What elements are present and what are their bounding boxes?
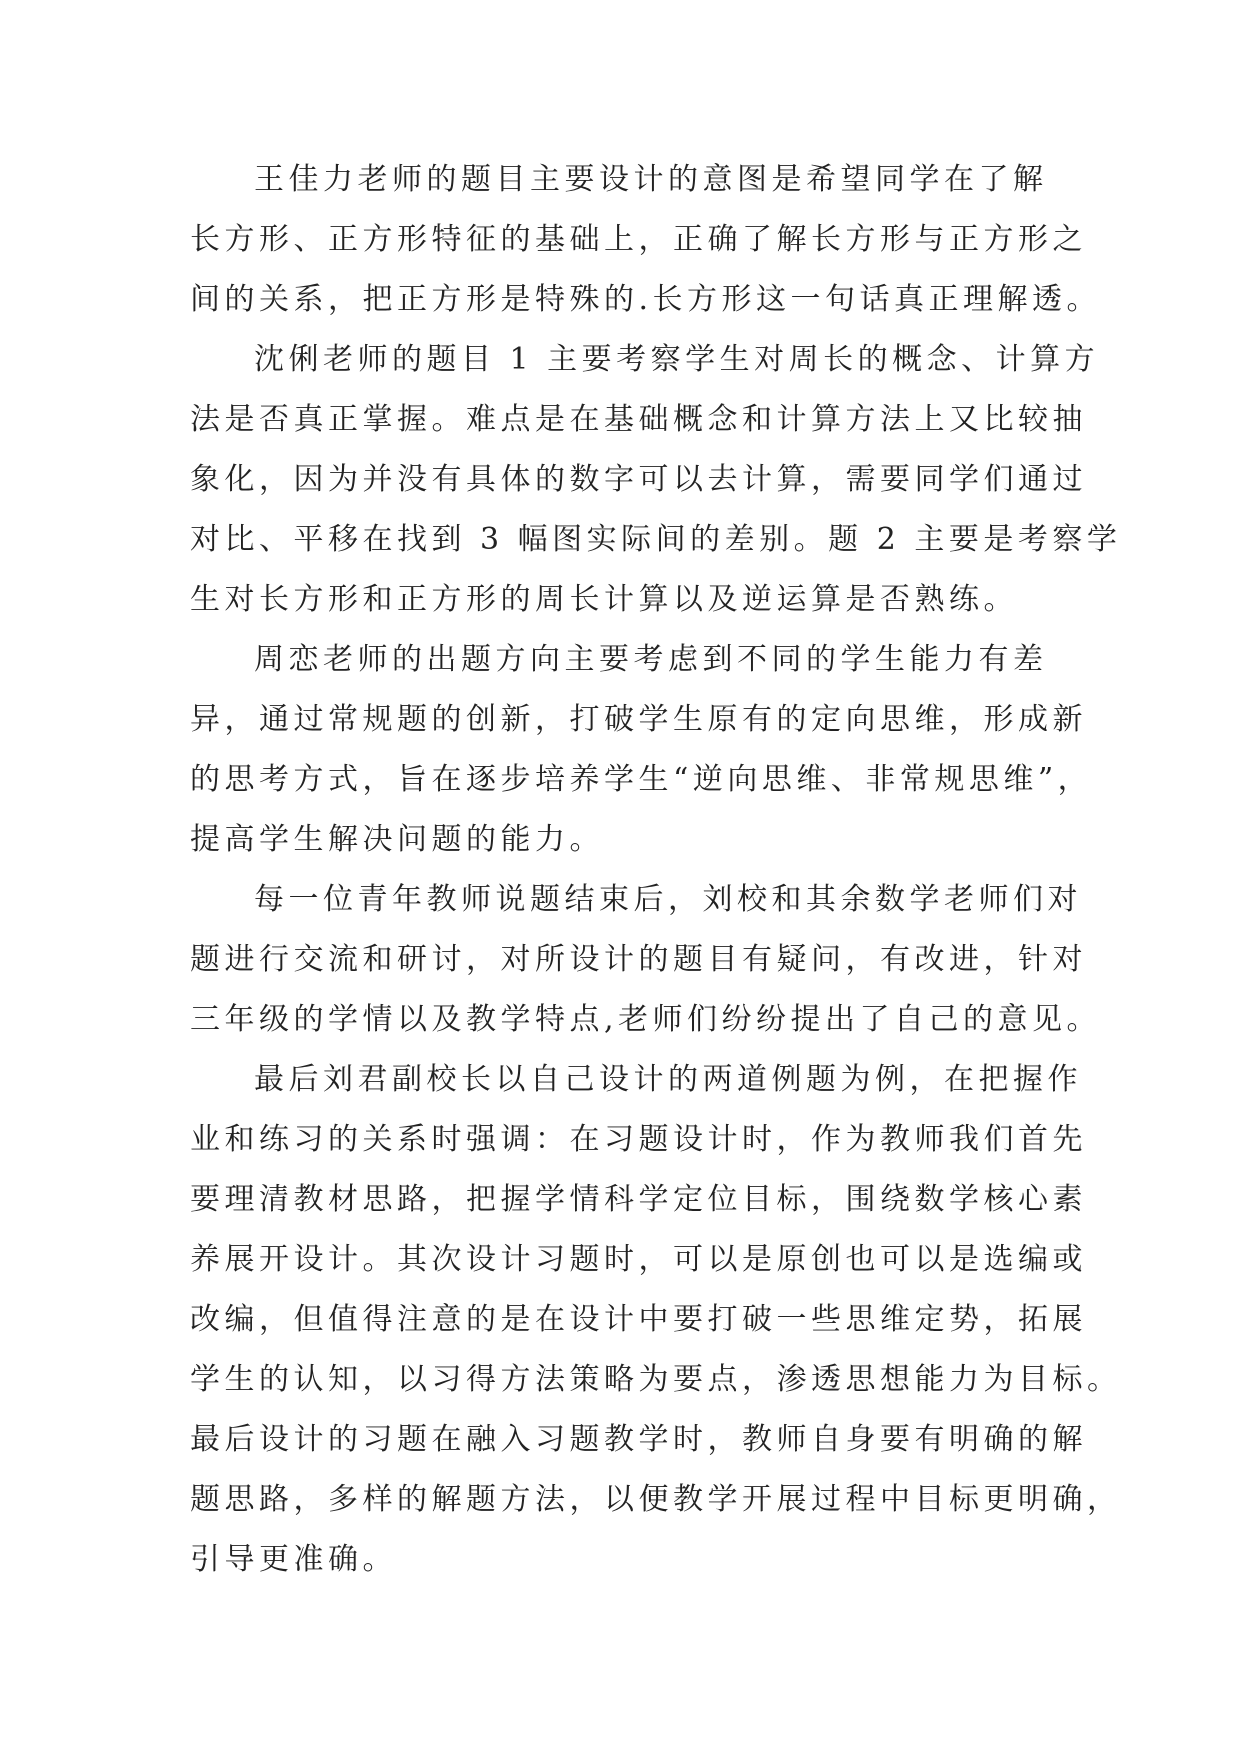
paragraph-line: 题思路，多样的解题方法，以便教学开展过程中目标更明确， (190, 1482, 1122, 1517)
paragraph-line: 周恋老师的出题方向主要考虑到不同的学生能力有差 (254, 642, 1048, 677)
paragraph-line: 三年级的学情以及教学特点,老师们纷纷提出了自己的意见。 (190, 1002, 1102, 1037)
document-body (190, 150, 1122, 1590)
paragraph-5 (190, 1050, 1122, 1590)
paragraph-1 (190, 150, 1102, 330)
paragraph-4 (190, 870, 1102, 1050)
paragraph-line: 每一位青年教师说题结束后，刘校和其余数学老师们对 (254, 882, 1082, 917)
paragraph-line: 法是否真正掌握。难点是在基础概念和计算方法上又比较抽 (190, 402, 1087, 437)
paragraph-line: 沈俐老师的题目 1 主要考察学生对周长的概念、计算方 (254, 342, 1100, 377)
paragraph-line: 改编，但值得注意的是在设计中要打破一些思维定势，拓展 (190, 1302, 1087, 1337)
paragraph-line: 养展开设计。其次设计习题时，可以是原创也可以是选编或 (190, 1242, 1087, 1277)
paragraph-line: 异，通过常规题的创新，打破学生原有的定向思维，形成新 (190, 702, 1087, 737)
paragraph-line: 提高学生解决问题的能力。 (190, 822, 604, 857)
paragraph-line: 业和练习的关系时强调：在习题设计时，作为教师我们首先 (190, 1122, 1087, 1157)
paragraph-line: 长方形、正方形特征的基础上，正确了解长方形与正方形之 (190, 222, 1087, 257)
paragraph-line: 学生的认知，以习得方法策略为要点，渗透思想能力为目标。 (190, 1362, 1122, 1397)
paragraph-line: 要理清教材思路，把握学情科学定位目标，围绕数学核心素 (190, 1182, 1087, 1217)
paragraph-line: 的思考方式，旨在逐步培养学生“逆向思维、非常规思维”， (190, 762, 1093, 797)
paragraph-line: 题进行交流和研讨，对所设计的题目有疑问，有改进，针对 (190, 942, 1087, 977)
paragraph-line: 王佳力老师的题目主要设计的意图是希望同学在了解 (254, 162, 1048, 197)
paragraph-2 (190, 330, 1122, 630)
paragraph-line: 最后设计的习题在融入习题教学时，教师自身要有明确的解 (190, 1422, 1087, 1457)
paragraph-line: 最后刘君副校长以自己设计的两道例题为例，在把握作 (254, 1062, 1082, 1097)
paragraph-line: 引导更准确。 (190, 1542, 397, 1577)
paragraph-line: 象化，因为并没有具体的数字可以去计算，需要同学们通过 (190, 462, 1087, 497)
paragraph-line: 间的关系，把正方形是特殊的.长方形这一句话真正理解透。 (190, 282, 1102, 317)
paragraph-line: 生对长方形和正方形的周长计算以及逆运算是否熟练。 (190, 582, 1018, 617)
paragraph-line: 对比、平移在找到 3 幅图实际间的差别。题 2 主要是考察学 (190, 522, 1122, 557)
paragraph-3 (190, 630, 1093, 870)
